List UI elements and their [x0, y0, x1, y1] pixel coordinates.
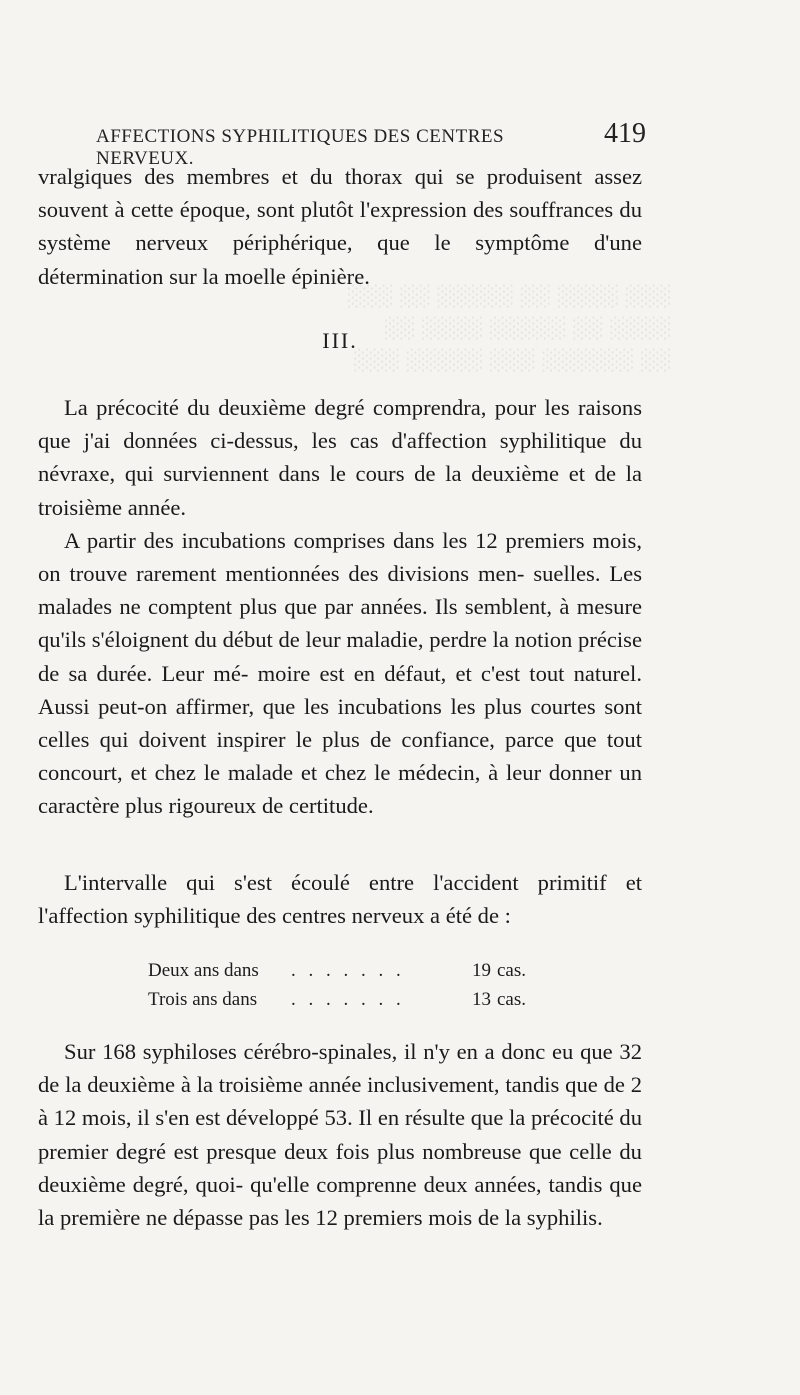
text-line: qui doivent inspirer le plus de confiance, parce que	[99, 727, 597, 753]
table-row	[148, 956, 548, 985]
text-line: L'intervalle qui s'est écoulé entre l'accident primitif et	[64, 870, 642, 895]
text-line: Sur 168 syphiloses cérébro-spinales, il n'y en a donc eu	[64, 1039, 574, 1064]
text-line: moire est en défaut, et c'est tout naturel. Aussi peut-on	[38, 660, 642, 719]
row-label: Deux ans dans	[148, 960, 259, 981]
text-line: affirmer, que les incubations les plus courtes sont celles	[38, 693, 642, 753]
text-line: syphilitique du névraxe, qui surviennent dans le cours de	[38, 428, 642, 487]
text-line: qu'elle comprenne deux années, tandis que la première	[38, 1171, 642, 1231]
text-line: tandis que de 2 à 12 mois, il s'en est développé 53. Il en	[38, 1072, 642, 1131]
running-head-title: AFFECTIONS SYPHILITIQUES DES CENTRES NERVEUX.	[96, 126, 505, 169]
text-line: que 32 de la deuxième à la troisième année inclusivement,	[38, 1039, 642, 1098]
paragraph	[38, 1035, 642, 1234]
text-line: mois, on trouve rarement mentionnées des divisions men-	[38, 527, 642, 587]
paragraph	[38, 391, 642, 524]
text-line: souffrances du système nerveux périphérique, que le	[38, 197, 642, 256]
section-body	[38, 391, 642, 823]
text-line: raisons que j'ai données ci-dessus, les cas d'affection	[38, 395, 642, 454]
text-line: la deuxième et de la troisième année.	[38, 461, 642, 520]
text-line: assez souvent à cette époque, sont plutôt l'expression des	[38, 164, 643, 223]
leader-dots: . . . . . . .	[291, 960, 405, 981]
leader-dots: . . . . . . .	[291, 989, 405, 1010]
row-count: 19	[472, 960, 491, 981]
text-line: suelles. Les malades ne comptent plus que par années. Ils	[38, 561, 643, 620]
text-line: La précocité du deuxième degré comprendra, pour les	[64, 395, 570, 420]
paragraph	[38, 866, 642, 932]
text-line: résulte que la précocité du premier degré est presque deux	[38, 1105, 642, 1164]
page-number: 419	[604, 118, 646, 149]
text-line: leur donner un caractère plus rigoureux de certitude.	[38, 760, 642, 819]
text-line: tout concourt, et chez le malade et chez le médecin, à	[38, 727, 643, 786]
text-line: ne dépasse pas les 12 premiers mois de la syphilis.	[145, 1205, 603, 1231]
text-line: symptôme d'une détermination sur la moelle épinière.	[38, 230, 642, 289]
text-line: l'affection syphilitique des centres nerveux a été de :	[38, 903, 511, 929]
text-line: vralgiques des membres et du thorax qui se produisent	[38, 164, 583, 189]
text-line: A partir des incubations comprises dans les 12 premiers	[64, 527, 585, 553]
text-line: semblent, à mesure qu'ils s'éloignent du début de leur	[38, 594, 642, 653]
row-count: 13	[472, 989, 491, 1010]
text-line: fois plus nombreuse que celle du deuxième degré, quoi-	[38, 1138, 642, 1197]
row-unit: cas.	[497, 989, 527, 1010]
paragraph-continued	[38, 160, 642, 293]
text-line: maladie, perdre la notion précise de sa durée. Leur mé-	[38, 627, 643, 686]
row-label: Trois ans dans	[148, 989, 258, 1010]
table-row	[148, 985, 548, 1014]
running-head	[96, 118, 646, 169]
interval-table	[148, 956, 548, 1014]
section-number: III.	[322, 328, 358, 353]
paragraph	[38, 524, 642, 823]
bleed-through-texture: ░░░ ░░░░ ░░ ░░░░░ ░░ ░░░ ░░░░ ░░ ░░░░░ ░░░░ ░░ ░░ ░░░░░░ ░░░ ░░░░░ ░░░	[345, 284, 670, 372]
row-unit: cas.	[497, 960, 527, 981]
